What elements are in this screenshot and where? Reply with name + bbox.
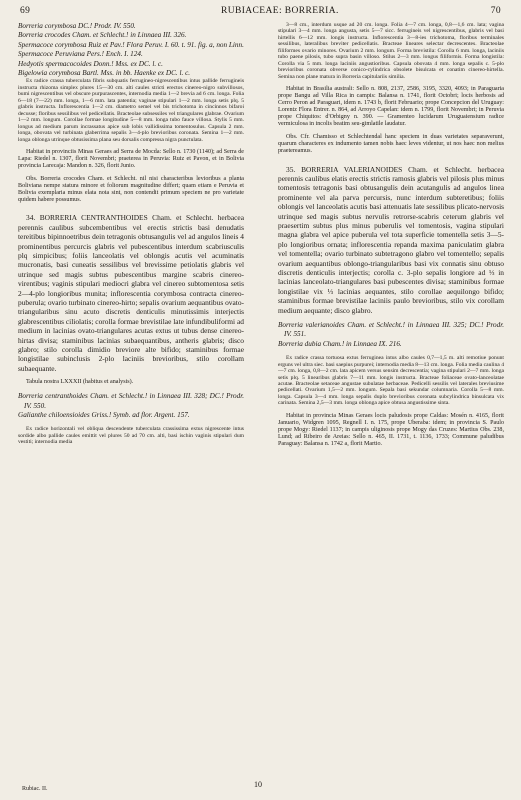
left-paragraph: Borreria corymbosa DC.! Prodr. IV. 550. <box>18 22 136 30</box>
right-paragraph: Habitat in Brasilia australi: Sello n. 808, 2137, 2586, 3195, 3320, 4093; in Paraguaria prope Bangu ad Villa Rica in campis: Balansa n. 1741, florit Octobri; locis herbosis ad Cerro Peron ad Paraguari, idem n. 1743 b, florit Februario; prope Concepcion del Uruguay: Lorentz Flora Entrer. n. 864, ad Arroyo Capelan: idem n. 1799, florit Novembri; in Peruvia prope Chiquitos: d'Orbigny n. 390. — Gramenteo lucidarum Uruguaiensium radice vermiculosa in incolis beatim seu-gimlatile laudatur. <box>278 86 504 128</box>
left-paragraph: 34. BORRERIA CENTRANTHOIDES Cham. et Schlecht. herbacea perennis caulibus subcembentibus vel erectis strictis basi denudatis tereitibus bipinnoetribus dein tetragonis obtusangulis vel ad angulos lineis 4 prominentibus percurcis glabris vel pubescentibus interdum scabriusculis plq simpicibus; foliis lanceolatis vel oblongis acutis vel acuminatis mucronatis, basi cuneatis sessilibus vel brevissime petiolatis glabris vel utrinque sed magis subtus pubescentibus margine scabris cinereo-virentibus; vaginis stipulari mediocri glabra vel cinereo subtomentosa setis 2—4-plo longioribus munita; inflorescentia corymbosa contracta cinereo-puberula; ovario turbinato cinereo-hirto; sepalis ovarium aequantibus ovato-triangularibus sinu acuto discretis denticulis minutissimis interjectis glabrescentibus ciliolatis; corolla formae brevistilae late infundibuliformi ad medium in lacinias ovato-triangulares acutas extus ut tubus dense cinereo-hirtas divisa; staminibus lacinias subaequantibus, antheris glabris; disco glabro; stilo corolla dimidio breviore alte bifido; staminibus formae longistilae subinclusis 2-plo laciniis brevioribus, stilo corollam subaequante. <box>18 213 244 373</box>
left-paragraph: Bigelowia corymbosa Bartl. Mss. in bb. Haenke ex DC. l. c. <box>18 69 191 78</box>
left-paragraph: Ex radice horizontali vel obliqua descendente tuberculata crassissima extus nigrescente intus sordide albo pallide caules emittit vel plures 50 ad 70 cm. alti, basi ischin vaginis stipulari dum vestiti; internodia media <box>18 426 244 446</box>
right-column <box>278 22 504 792</box>
right-paragraph: Obs. Cfr. Chamisso et Schlechtendal hanc speciem in duas varietates separaverunt, quarum characteres ex indumento tamen nobis haec leves videntur, ut nos haec non melius praetereamus. <box>278 134 504 155</box>
page-number-right: 70 <box>490 6 501 16</box>
left-paragraph: Borreria crocodes Cham. et Schlecht.! in Linnaea III. 326. <box>18 31 187 40</box>
left-paragraph: Habitat in provinciis Minas Geraes ad Serra de Mocda: Sello n. 1730 (1140); ad Serra de Lapa: Riedel n. 1307, florit Novembri; praeterea in Peruvia: Ruiz et Pavon, et in Bolivia provincia Larecaja: Mandon n. 326, florit Junio. <box>18 148 244 170</box>
right-paragraph: Borreria valerianoides Cham. et Schlecht.! in Linnaea III. 325; DC.! Prodr. IV. 551. <box>278 321 504 339</box>
left-paragraph: Tabula nostra LXXXII (habitus et analysis). <box>26 379 134 386</box>
left-paragraph: Borreria centranthoides Cham. et Schlecht.! in Linnaea III. 328; DC.! Prodr. IV. 550. <box>18 392 244 410</box>
footer-signature: Rubiac. II. <box>22 786 48 792</box>
page-number-left: 69 <box>20 6 31 16</box>
left-column <box>18 22 244 792</box>
right-paragraph: 35. BORRERIA VALERIANOIDES Cham. et Schlecht. herbacea perennis caulibus elatis erectis strictis ramosis glabris vel pilosis plus minus tomentosis tetragonis basi obtusangulis dein acutangulis ad angulos linea prominente vel ala parva percursis, nunc interdum subteretibus; foliis oblongis vel lanceolatis acutis basi attenuatis late sessilibus plicato-nervosis utrinque sed magis subtus nervulis retrorse-scabris ceterum glabris vel praesertim subtus plus minus puberulis vel tomentosis, vagina stipulari magna glabra vel apice puberula vel tota superficie tomentella setis 3—5-plo longioribus ornata; inflorescentia repanda maxima paniculatim glabra vel tomentella; ovario turbinato subtetragono glabro vel tomentello; sepalis ovarium aequantibus oblongo-triangularibus basi vix connatis sinu obtuso discretis denticulis interjectis; corolla c. 3-plo sepalis longiore ad ⅓ in lacinias lanceolato-triangulares basi pubescentes divisa; staminibus formae longistilae vix ⅓ lacinias aequantes, stilo corollae aequilongo bifido; staminibus formae brevistilae laciniis paulo brevioribus, stilo vix corollam medium aequante; disco glabro. <box>278 164 504 315</box>
right-paragraph: Ex radice crassa tortuosa extus ferruginea intus albo caules 0,7—1,5 m. alti remotiue ponunt erguns vel ultra siec. basi saepius purpurei; internodia media 8—13 cm. longa. Folia media caulina 4—7 cm. longa, 0,8—2 cm. lata apicem versus sensim decrescentia; vagina stipulari 2—7 mm. longa setis plq. 5 linearibus glabris 7—11 mm. longis instructa. Bracteae foliaceae ovato-lanceolatae acutae. Bracteolae setaceae angustae subulatae herbaceae. Pedicelli sessilis vel laterales breviusime pedicellati. Ovarium 1,5—2 mm. longum. Sepala basi sekundar columnaria. Corolla 5—8 mm. longa. Capsula 3—4 mm. longa sepalis duplo brevioribus coronata subcylindrica binsulcata vix carinata. Semina 2,5—3 mm. longa oblonga apice obtusa angustissime sinta. <box>278 355 504 407</box>
left-paragraph: Ex radice crassa tuberculata fibris subquatis ferrugineo-nigrescentibus intus pallide ferrugineis instructa rhizoma simplex plures 15—30 cm. alti caules stricti erectos cinereo-nigro subvillosos, bumi nigrescentibus vel obscure purpurascentes, internodia media 1—2 brevia ad 6 cm. longa. Folia 6—18 (7—22) mm. longa, 1—6 mm. lata patentia; vaginae stipulari 1—2 mm. longa setis plq. 5 glabris instructa. Inflorescentia 1—2 cm. diametro semel vel bis trichotoma in cincinnos bifaroi decusse; floribus sessilibus vel pedicellatis. Bracteolae subsessiles vel triangulares glabrae. Ovarium 1—2 mm. longum. Corollae formae longitudine 5—8 mm. longa tubo fauce villosa. Stylis 5 mm. longus ad medium parum incrassatus apice sub lobis vallidissima tomentosulus. Capsula 2 mm. longa, obovata vel turbinata glaberrima sepalis 3—4-plo brevioribus coronata. Semina 1—2 mm. longa oblonga utrinque obtusissima plana seu dorsalis compressa nigra punctulata. <box>18 78 244 143</box>
left-paragraph: Spermacoce Peruviana Pers.! Ench. I. 124. <box>18 50 143 59</box>
left-paragraph: Hedyotis spermacocoides Donn.! Mss. ex DC. l. c. <box>18 59 163 68</box>
left-paragraph: Galianthe chiloensioides Griss.! Symb. ad flor. Argent. 157. <box>18 411 190 420</box>
right-paragraph: Habitat in provincia Minas Geraes locis paludosis prope Caldas: Mosén n. 4165, florit Januario, Widgren 1095, Regnell I. n. 175, prope Uberaba: idem; in provincia S. Paulo prope Mogy: Riedel 1137; in campis uliginosis prope Mogy das Cruzes: Martius Obs. 238, Lund; ad Ribeiro de Areias: Sello n. 465, II. 1731, t. 1136, 1733; Commune paludibus Paraguay: Balansa n. 1742 a, florit Martio. <box>278 412 504 448</box>
running-header <box>16 6 505 20</box>
left-paragraph: Spermacoce corymbosa Ruiz et Pav.! Flora Peruv. I. 60. t. 91. fig. a, non Linn. <box>18 40 244 49</box>
left-paragraph: Obs. Borreria crocodes Cham. et Schlecht. nil nisi characteribus levioribus a planta Boliviana nempe statura minore et foliorum magnitudine differt; quam etiam e Peruvia et Bolivia exemplaria minus elata nota sint, non contendit primum speciem ne pro varietate quidem habere possumus. <box>18 176 244 204</box>
right-paragraph: Borreria dubia Cham.! in Linnaea IX. 216. <box>278 339 402 348</box>
running-title: RUBIACEAE: BORRERIA. <box>221 6 339 16</box>
right-paragraph: 3—8 cm., interdum usque ad 20 cm. longa. Folia 4—7 cm. longa, 0,8—1,6 cm. lata; vagina stipulari 3—4 mm. longa angusta, setis 5—7 sicc. ferrugineis vel nigrescentibus, glabris vel basi hirtellis 6—12 mm. longis instructa. Inflorescentia 3—8-ies trichotoma, floribus terminales sessilibus, lateralibus breviter pedicellatis. Bracteae lineares selectar decrescentes. Bracteolae filiformes ovario minores. Ovarium 2 mm. longum. Forma brevistila: Corolla 6 mm. longa, laciniis tubo paene pilosis, tubo supra basin villoso. Stilus 2—3 mm. longus filiformis. Forma longistila: Corolla via 5 mm. longa laciniis angustioribus. Capsula obovata 4 mm. longa sepalis c. 5-plo brevioribus coronata obverse conico-cylindrica obsolete bisulcata et conatim cinereo-hirtella. Semina non plane matura in Borreria capitulariis similia. <box>278 22 504 80</box>
sheet-number: 10 <box>254 780 262 789</box>
